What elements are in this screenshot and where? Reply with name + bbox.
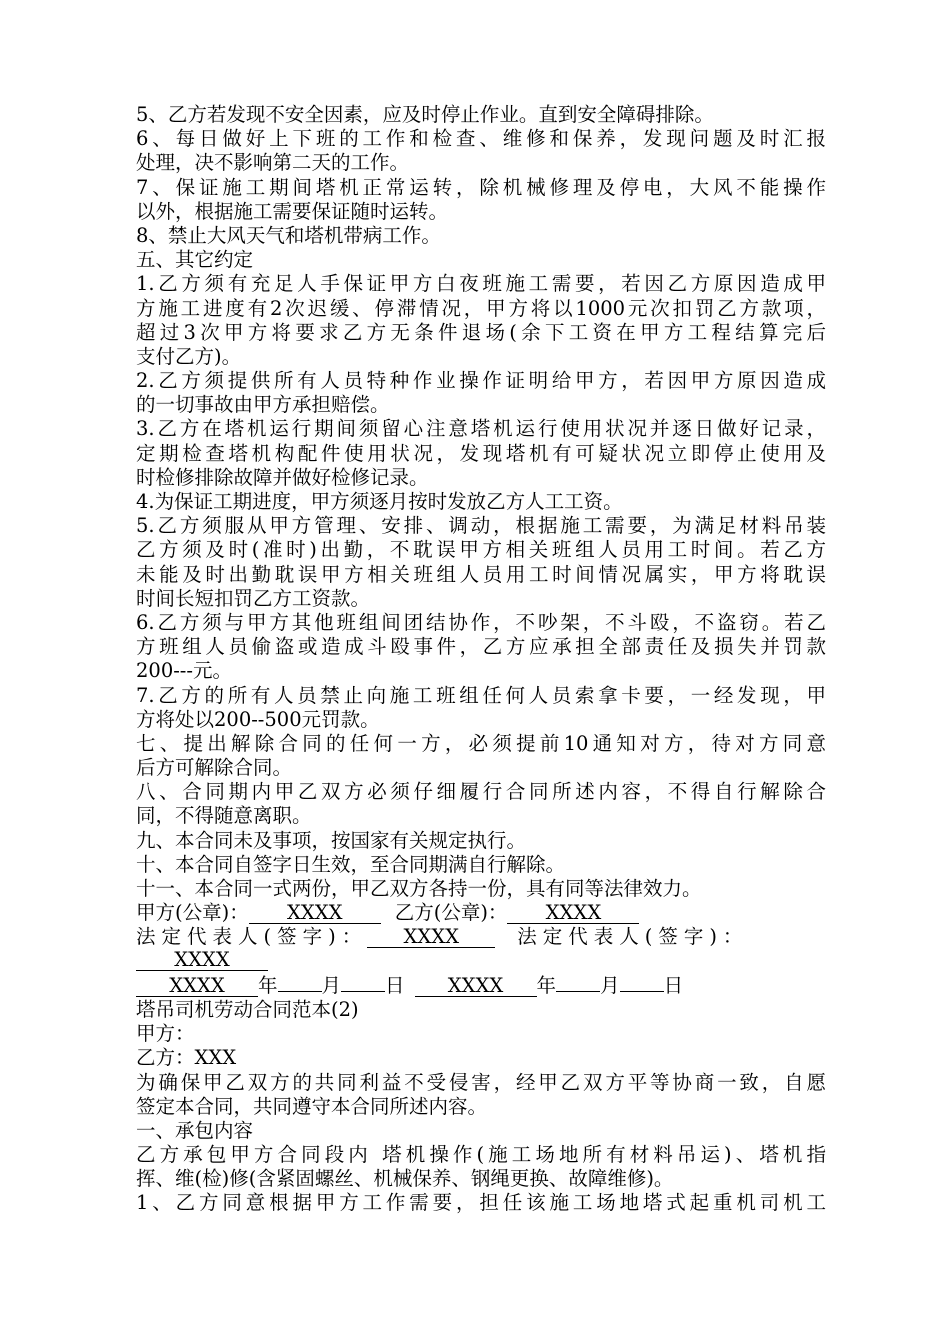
section-heading: 一、承包内容 (136, 1118, 254, 1142)
text-line: 十一、本合同一式两份，甲乙双方各持一份，具有同等法律效力。 (136, 877, 702, 900)
party-b-representative-field: XXXX (136, 950, 268, 971)
text-line: 200---元。 (136, 659, 232, 683)
text-line: 5、乙方若发现不安全因素，应及时停止作业。直到安全障碍排除。 (136, 103, 714, 126)
text-line: 方将处以200--500元罚款。 (136, 707, 380, 731)
year-label: 年 (258, 973, 278, 997)
party-b-representative-label: 法定代表人(签字)： (517, 925, 749, 949)
text-line: 5.乙方须服从甲方管理、安排、调动，根据施工需要，为满足材料吊装 (136, 514, 826, 538)
text-line: 6.乙方须与甲方其他班组间团结协作，不吵架，不斗殴，不盗窃。若乙 (136, 610, 826, 634)
text-line: 4.为保证工期进度，甲方须逐月按时发放乙方人工工资。 (136, 490, 623, 513)
text-line: 以外，根据施工需要保证随时运转。 (136, 199, 449, 223)
section-heading: 五、其它约定 (136, 248, 254, 272)
text-line: 超过3次甲方将要求乙方无条件退场(余下工资在甲方工程结算完后 (136, 320, 826, 344)
day-blank (620, 991, 664, 992)
party-b-seal-label: 乙方(公章)： (394, 901, 508, 925)
text-line: 九、本合同未及事项，按国家有关规定执行。 (136, 828, 527, 852)
month-blank (556, 991, 600, 992)
party-a-seal-label: 甲方(公章)： (136, 901, 249, 925)
text-line: 1.乙方须有充足人手保证甲方白夜班施工需要，若因乙方原因造成甲 (136, 272, 826, 296)
party-a-seal-field: XXXX (249, 903, 381, 924)
text-line: 定期检查塔机构配件使用状况，发现塔机有可疑状况立即停止使用及 (136, 441, 826, 465)
text-line: 处理，决不影响第二天的工作。 (136, 151, 410, 175)
text-line: 后方可解除合同。 (136, 756, 293, 780)
text-line: 1、乙方同意根据甲方工作需要，担任该施工场地塔式起重机司机工 (136, 1191, 826, 1215)
month-label: 月 (600, 973, 620, 997)
party-b-seal-field: XXXX (507, 903, 639, 924)
date-line (136, 974, 826, 998)
text-line: 同，不得随意离职。 (136, 804, 312, 828)
text-line: 7.乙方的所有人员禁止向施工班组任何人员索拿卡要，一经发现，甲 (136, 683, 826, 707)
text-line: 7、保证施工期间塔机正常运转，除机械修理及停电，大风不能操作 (136, 175, 826, 199)
day-label: 日 (385, 973, 405, 997)
text-line: 乙方须及时(准时)出勤，不耽误甲方相关班组人员用工时间。若乙方 (136, 538, 826, 562)
text-line: 十、本合同自签字日生效，至合同期满自行解除。 (136, 852, 566, 876)
text-line: 2.乙方须提供所有人员特种作业操作证明给甲方，若因甲方原因造成 (136, 369, 826, 393)
contract-title: 塔吊司机劳动合同范本(2) (136, 997, 359, 1021)
text-line: 8、禁止大风天气和塔机带病工作。 (136, 223, 441, 247)
party-b-date-field: XXXX (415, 976, 537, 997)
text-line: 支付乙方)。 (136, 344, 242, 368)
year-label: 年 (536, 973, 557, 997)
day-blank (341, 991, 385, 992)
representative-line (136, 925, 826, 949)
text-line: 方班组人员偷盗或造成斗殴事件，乙方应承担全部责任及损失并罚款 (136, 635, 826, 659)
text-line: 八、合同期内甲乙双方必须仔细履行合同所述内容，不得自行解除合 (136, 780, 826, 804)
text-line: 时间长短扣罚乙方工资款。 (136, 586, 371, 610)
text-line: 挥、维(检)修(含紧固螺丝、机械保养、钢绳更换、故障维修)。 (136, 1167, 674, 1191)
party-a-representative-label: 法定代表人(签字)： (136, 925, 368, 949)
representative-continued-line (136, 947, 826, 974)
text-line: 乙方承包甲方合同段内 塔机操作(施工场地所有材料吊运)、塔机指 (136, 1143, 826, 1167)
text-line: 6、每日做好上下班的工作和检查、维修和保养，发现问题及时汇报 (136, 127, 826, 151)
party-a-line: 甲方： (136, 1022, 195, 1046)
text-line: 七、提出解除合同的任何一方，必须提前10通知对方，待对方同意 (136, 731, 826, 755)
day-label: 日 (663, 973, 684, 997)
text-line: 未能及时出勤耽误甲方相关班组人员用工时间情况属实，甲方将耽误 (136, 562, 826, 586)
document-body (136, 103, 826, 1216)
party-a-representative-field: XXXX (367, 927, 495, 948)
text-line: 方施工进度有2次迟缓、停滞情况，甲方将以1000元次扣罚乙方款项， (136, 296, 826, 320)
text-line: 的一切事故由甲方承担赔偿。 (136, 393, 390, 417)
month-label: 月 (321, 973, 342, 997)
text-line: 3.乙方在塔机运行期间须留心注意塔机运行使用状况并逐日做好记录， (136, 417, 826, 441)
party-b-line: 乙方：XXX (136, 1046, 237, 1070)
text-line: 为确保甲乙双方的共同利益不受侵害，经甲乙双方平等协商一致，自愿 (136, 1070, 826, 1094)
text-line: 签定本合同，共同遵守本合同所述内容。 (136, 1094, 488, 1118)
party-a-date-field: XXXX (136, 976, 258, 997)
seal-line (136, 901, 826, 925)
month-blank (278, 991, 322, 992)
text-line: 时检修排除故障并做好检修记录。 (136, 465, 429, 489)
